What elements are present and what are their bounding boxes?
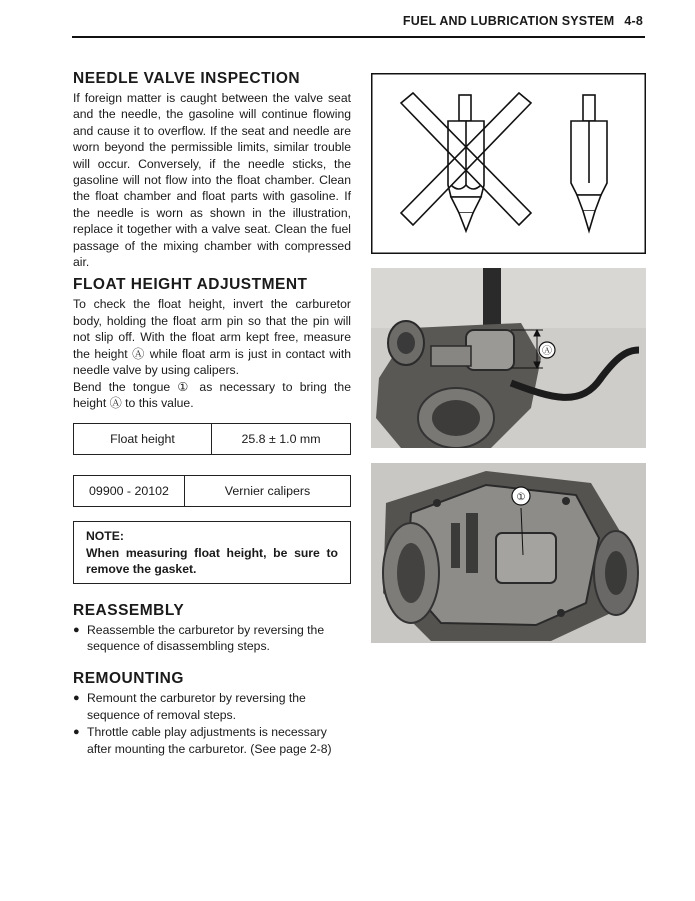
spec-label: Float height [74, 424, 212, 454]
spec-table [73, 423, 351, 455]
reassembly-heading: REASSEMBLY [73, 601, 185, 619]
tool-name: Vernier calipers [224, 484, 311, 499]
tool-number: 09900 - 20102 [74, 476, 185, 506]
page-header [403, 14, 643, 28]
note-text: When measuring float height, be sure to remove the gasket. [86, 545, 338, 577]
needle-valve-body: If foreign matter is caught between the valve seat and the needle, the gasoline will continue flowing and cause it to overflow. If the seat and needle are worn beyond the permissible limits, similar trouble will occur. Conversely, if the needle sticks, the gasoline will not flow into the float chamber. Clean the float chamber and float parts with gasoline. If the needle is worn as shown in the illustration, replace it together with a valve seat. Clean the fuel passage of the mixing chamber with compressed air. [73, 91, 351, 270]
float-height-heading: FLOAT HEIGHT ADJUSTMENT [73, 276, 308, 294]
float-height-body-1: To check the float height, invert the carburetor body, holding the float arm pin so that the pin will not slip off. With the float arm kept free, measure the height Ⓐ while float arm is just in contact with needle valve by using calipers. [73, 297, 351, 378]
float-height-photo [371, 268, 646, 448]
remounting-heading: REMOUNTING [73, 670, 184, 688]
needle-valve-section [73, 70, 351, 270]
height-label-a: Ⓐ [542, 346, 552, 357]
float-height-body-2: Bend the tongue ① as necessary to bring the height Ⓐ to this value. [73, 379, 351, 410]
text-column [73, 70, 351, 763]
page-number: 4-8 [624, 14, 643, 28]
spec-value: 25.8 ± 1.0 mm [241, 432, 321, 447]
needle-valve-heading: NEEDLE VALVE INSPECTION [73, 70, 301, 87]
remounting-item: ● Remount the carburetor by reversing the sequence of removal steps. [73, 690, 351, 723]
tongue-label-1: ① [516, 492, 526, 503]
remounting-item: ● Throttle cable play adjustments is necessary after mounting the carburetor. (See page 2-8) [73, 724, 351, 757]
header-rule [72, 36, 645, 38]
float-tongue-photo [371, 463, 646, 643]
note-box [73, 521, 351, 583]
reassembly-item: ● Reassemble the carburetor by reversing the sequence of disassembling steps. [73, 622, 351, 655]
tool-table [73, 475, 351, 507]
note-title: NOTE: [86, 529, 124, 544]
header-title: FUEL AND LUBRICATION SYSTEM [402, 14, 615, 28]
float-height-section [73, 276, 351, 583]
needle-valve-illustration [371, 73, 646, 254]
remounting-section [73, 670, 351, 757]
reassembly-section [73, 602, 351, 655]
